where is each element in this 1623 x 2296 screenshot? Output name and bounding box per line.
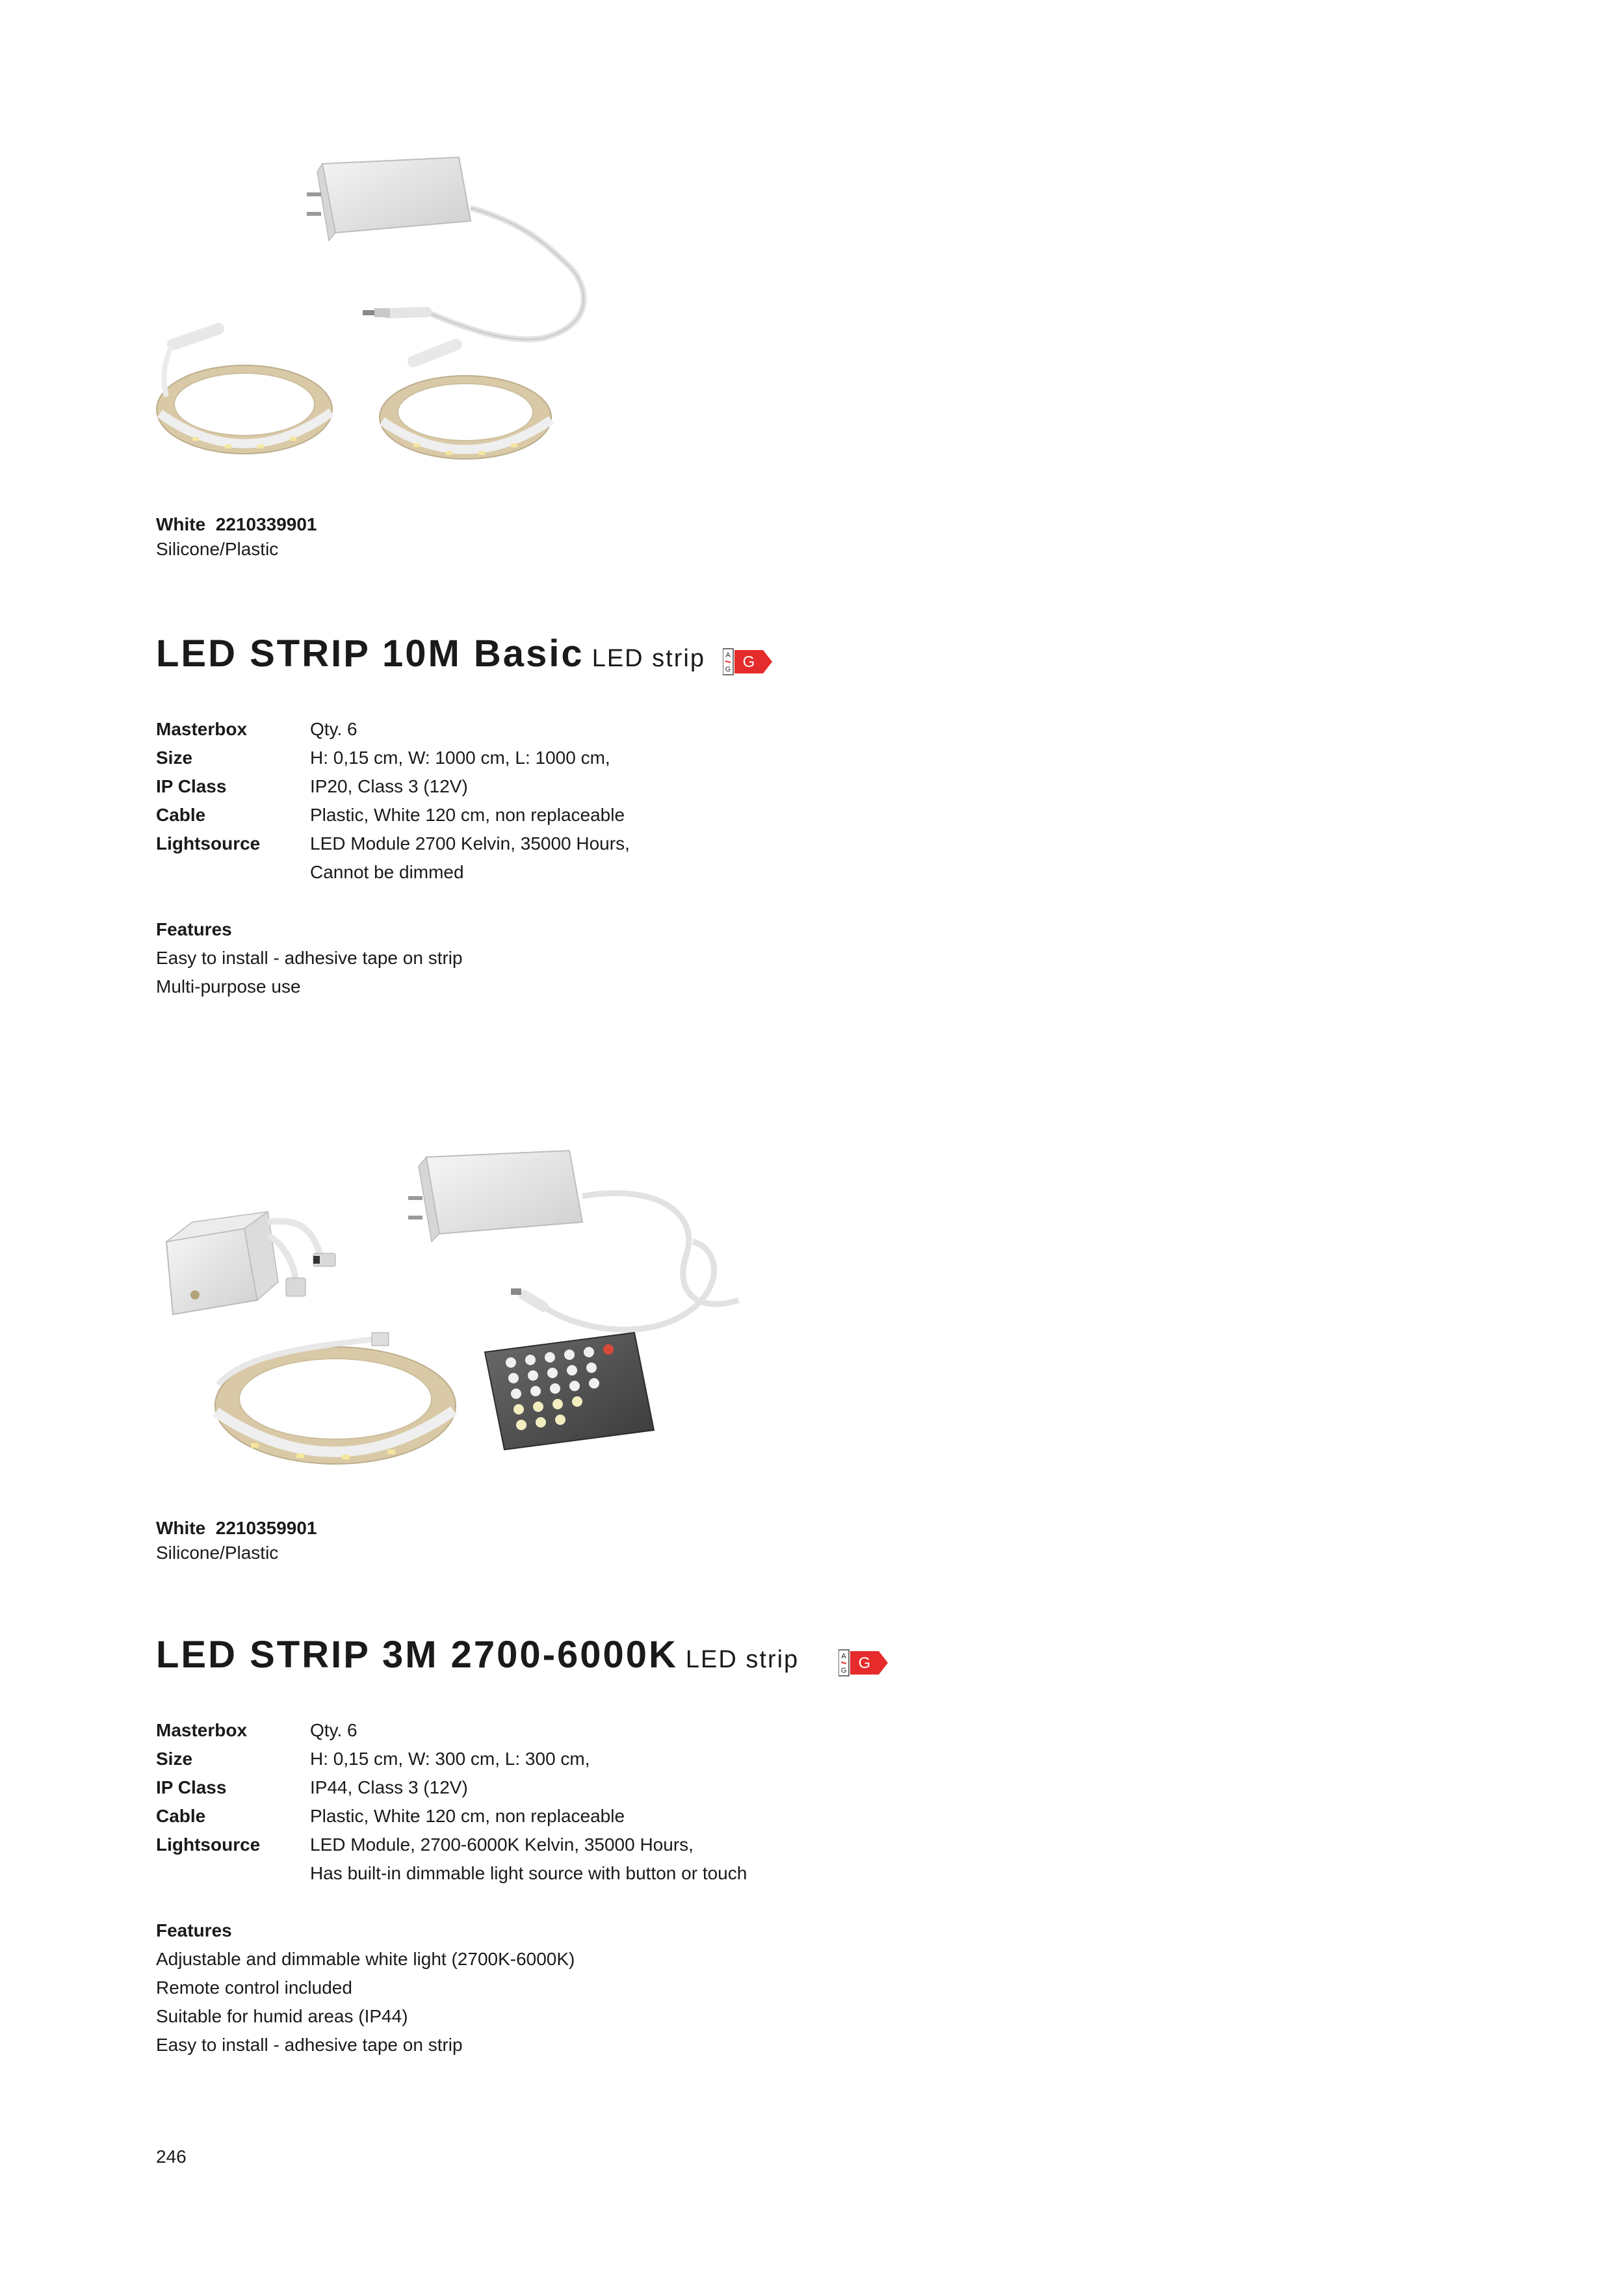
product-color: White: [156, 514, 206, 534]
product-title-main: LED STRIP 10M Basic: [156, 633, 584, 675]
features-heading: Features: [156, 919, 232, 939]
energy-class: G: [858, 1654, 871, 1672]
product-code: 2210359901: [215, 1518, 317, 1538]
spec-value: LED Module 2700 Kelvin, 35000 Hours,: [310, 833, 630, 854]
features-heading: Features: [156, 1920, 232, 1940]
page-number: 246: [156, 2146, 187, 2167]
spec-label: Lightsource: [156, 833, 261, 854]
energy-label-icon: [838, 1649, 889, 1677]
spec-value: Qty. 6: [310, 1720, 357, 1740]
feature-item: Easy to install - adhesive tape on strip: [156, 2035, 463, 2055]
features-list: [156, 1916, 575, 2059]
product-caption: [156, 1516, 317, 1565]
spec-label: Cable: [156, 1806, 206, 1826]
power-adapter-illustration: [307, 157, 584, 339]
energy-scale-bottom: G: [840, 1667, 847, 1675]
spec-value: H: 0,15 cm, W: 1000 cm, L: 1000 cm,: [310, 748, 610, 768]
energy-scale-top: A: [725, 651, 731, 659]
product-title-main: LED STRIP 3M 2700-6000K: [156, 1634, 678, 1676]
power-adapter-illustration: [408, 1151, 738, 1329]
controller-illustration: [166, 1212, 335, 1314]
product-title-sub: LED strip: [591, 645, 705, 672]
product-title-sub: LED strip: [685, 1646, 799, 1673]
remote-control-illustration: [485, 1333, 654, 1450]
features-list: [156, 915, 463, 1001]
product-caption: [156, 512, 317, 562]
spec-label: Size: [156, 748, 193, 768]
energy-scale-bottom: G: [725, 666, 731, 673]
led-coil-illustration-right: [380, 345, 551, 459]
spec-value: LED Module, 2700-6000K Kelvin, 35000 Hours,: [310, 1834, 694, 1855]
led-coil-illustration-left: [157, 329, 332, 454]
spec-value: Plastic, White 120 cm, non replaceable: [310, 805, 625, 825]
feature-item: Multi-purpose use: [156, 976, 301, 997]
spec-label: Masterbox: [156, 719, 248, 739]
product-material: Silicone/Plastic: [156, 539, 279, 559]
energy-class: G: [742, 653, 755, 671]
spec-value: IP44, Class 3 (12V): [310, 1777, 468, 1797]
spec-label: Size: [156, 1749, 193, 1769]
product-image: [153, 150, 621, 488]
spec-value: IP20, Class 3 (12V): [310, 776, 468, 796]
spec-label: IP Class: [156, 1777, 227, 1797]
spec-label: Lightsource: [156, 1834, 261, 1855]
spec-value: Plastic, White 120 cm, non replaceable: [310, 1806, 625, 1826]
product-title: [156, 1633, 799, 1676]
product-code: 2210339901: [215, 514, 317, 534]
feature-item: Suitable for humid areas (IP44): [156, 2006, 408, 2026]
spec-label: Cable: [156, 805, 206, 825]
product-image: [153, 1144, 790, 1495]
product-material: Silicone/Plastic: [156, 1543, 279, 1563]
feature-item: Remote control included: [156, 1977, 352, 1998]
spec-label: IP Class: [156, 776, 227, 796]
feature-item: Adjustable and dimmable white light (2700K-6000K): [156, 1949, 575, 1969]
spec-value: H: 0,15 cm, W: 300 cm, L: 300 cm,: [310, 1749, 590, 1769]
led-coil-illustration: [215, 1333, 456, 1464]
energy-scale-top: A: [841, 1652, 846, 1660]
spec-label: Masterbox: [156, 1720, 248, 1740]
spec-value: Qty. 6: [310, 719, 357, 739]
product-title: [156, 632, 705, 675]
product-color: White: [156, 1518, 206, 1538]
spec-value: Has built-in dimmable light source with button or touch: [310, 1863, 747, 1883]
feature-item: Easy to install - adhesive tape on strip: [156, 948, 463, 968]
spec-value: Cannot be dimmed: [310, 862, 464, 882]
energy-label-icon: [723, 647, 773, 676]
